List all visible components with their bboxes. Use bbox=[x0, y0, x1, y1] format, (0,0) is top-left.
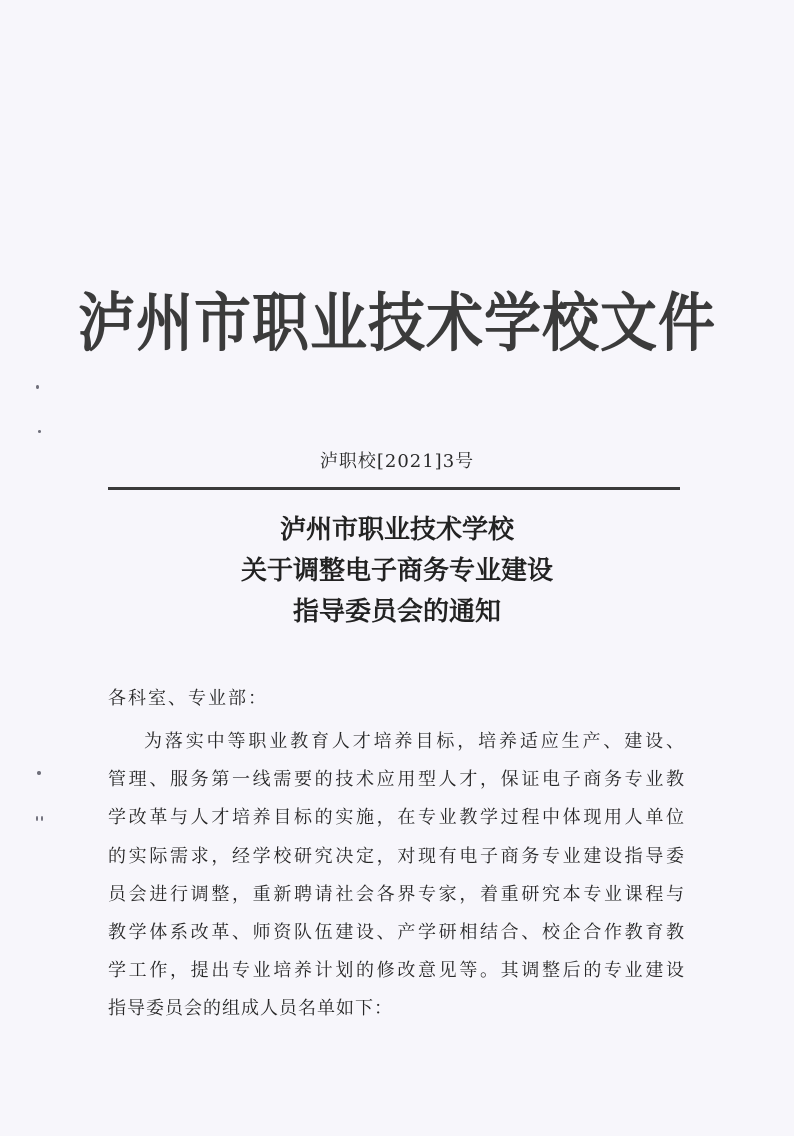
document-header-title: 泸州市职业技术学校文件 bbox=[78, 285, 716, 361]
scan-speck bbox=[36, 385, 39, 389]
scan-speck bbox=[37, 771, 41, 775]
document-number: 泸职校[2021]3号 bbox=[319, 451, 475, 472]
notice-title-line: 泸州市职业技术学校 bbox=[279, 515, 514, 545]
body-line: 教学体系改革、师资队伍建设、产学研相结合、校企合作教育教 bbox=[108, 922, 684, 944]
body-paragraph bbox=[108, 723, 684, 1029]
body-line: 的实际需求，经学校研究决定，对现有电子商务专业建设指导委 bbox=[108, 845, 684, 867]
notice-title-line: 关于调整电子商务专业建设 bbox=[240, 556, 553, 586]
notice-title-line: 指导委员会的通知 bbox=[292, 597, 501, 627]
body-line: 学改革与人才培养目标的实施，在专业教学过程中体现用人单位 bbox=[108, 807, 684, 829]
body-line: 学工作，提出专业培养计划的修改意见等。其调整后的专业建设 bbox=[108, 960, 684, 982]
body-line: 员会进行调整，重新聘请社会各界专家，着重研究本专业课程与 bbox=[108, 883, 684, 905]
body-line: 管理、服务第一线需要的技术应用型人才，保证电子商务专业教 bbox=[108, 769, 684, 791]
scan-speck bbox=[41, 816, 43, 821]
body-line: 为落实中等职业教育人才培养目标，培养适应生产、建设、 bbox=[144, 731, 684, 752]
scan-speck bbox=[38, 430, 41, 433]
scan-speck bbox=[36, 816, 38, 821]
body-line: 指导委员会的组成人员名单如下： bbox=[108, 998, 393, 1020]
salutation: 各科室、专业部： bbox=[108, 688, 268, 709]
notice-title bbox=[0, 510, 794, 633]
header-divider bbox=[108, 487, 680, 490]
